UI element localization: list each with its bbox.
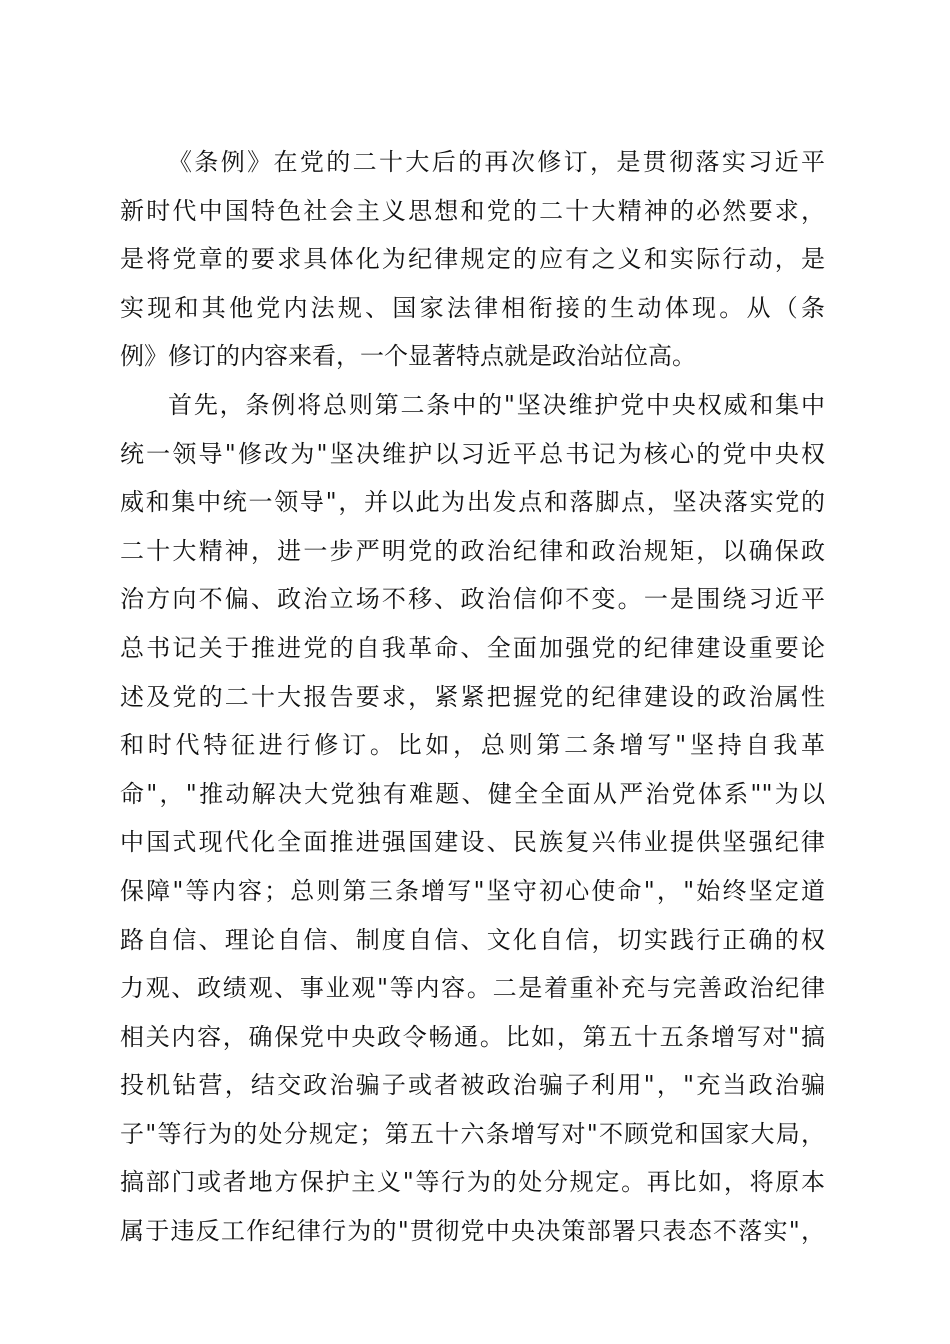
paragraph-2-line-8: 和时代特征进行修订。比如，总则第二条增写"坚持自我革	[120, 731, 825, 760]
paragraph-2-line-10: 中国式现代化全面推进强国建设、民族复兴伟业提供坚强纪律	[120, 828, 825, 857]
paragraph-1-line-4: 实现和其他党内法规、国家法律相衔接的生动体现。从（条	[120, 293, 825, 322]
paragraph-1-line-5: 例》修订的内容来看，一个显著特点就是政治站位高。	[120, 342, 696, 371]
paragraph-2-line-16: 子"等行为的处分规定；第五十六条增写对"不顾党和国家大局，	[120, 1119, 825, 1148]
document-body	[120, 138, 825, 1256]
paragraph-2-line-17: 搞部门或者地方保护主义"等行为的处分规定。再比如，将原本	[120, 1168, 825, 1197]
paragraph-2-line-4: 二十大精神，进一步严明党的政治纪律和政治规矩，以确保政	[120, 536, 825, 565]
paragraph-1-line-1: 《条例》在党的二十大后的再次修订，是贯彻落实习近平	[168, 148, 825, 176]
paragraph-2-line-14: 相关内容，确保党中央政令畅通。比如，第五十五条增写对"搞	[120, 1022, 825, 1051]
paragraph-2-line-13: 力观、政绩观、事业观"等内容。二是着重补充与完善政治纪律	[120, 974, 825, 1003]
paragraph-1-line-3: 是将党章的要求具体化为纪律规定的应有之义和实际行动，是	[120, 245, 825, 274]
paragraph-2-line-9: 命"，"推动解决大党独有难题、健全全面从严治党体系""为以	[120, 779, 825, 808]
paragraph-2-line-1: 首先，条例将总则第二条中的"坚决维护党中央权威和集中	[168, 390, 825, 419]
paragraph-2-line-7: 述及党的二十大报告要求，紧紧把握党的纪律建设的政治属性	[120, 682, 825, 711]
paragraph-1-line-2: 新时代中国特色社会主义思想和党的二十大精神的必然要求，	[120, 196, 825, 225]
paragraph-2-line-6: 总书记关于推进党的自我革命、全面加强党的纪律建设重要论	[120, 633, 825, 662]
paragraph-2-line-12: 路自信、理论自信、制度自信、文化自信，切实践行正确的权	[120, 925, 825, 954]
paragraph-2-line-15: 投机钻营，结交政治骗子或者被政治骗子利用"，"充当政治骗	[120, 1071, 825, 1100]
paragraph-2-line-18: 属于违反工作纪律行为的"贯彻党中央决策部署只表态不落实"，	[120, 1217, 825, 1246]
paragraph-2-line-11: 保障"等内容；总则第三条增写"坚守初心使命"，"始终坚定道	[120, 876, 825, 905]
paragraph-2-line-3: 威和集中统一领导"，并以此为出发点和落脚点，坚决落实党的	[120, 488, 825, 517]
paragraph-2-line-5: 治方向不偏、政治立场不移、政治信仰不变。一是围绕习近平	[120, 585, 825, 614]
paragraph-2-line-2: 统一领导"修改为"坚决维护以习近平总书记为核心的党中央权	[120, 439, 825, 468]
